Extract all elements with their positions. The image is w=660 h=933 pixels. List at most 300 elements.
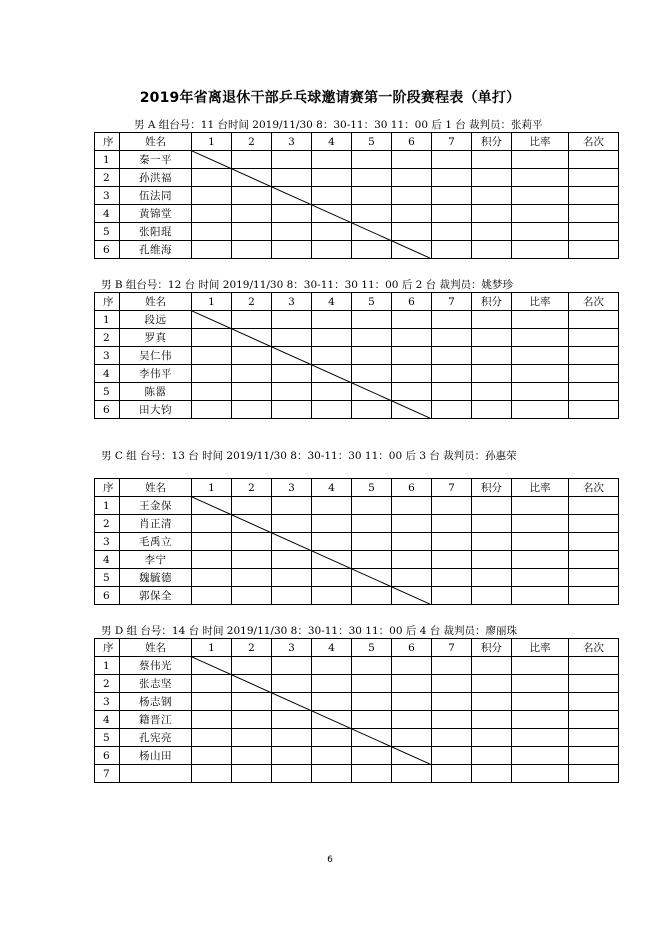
- score-cell: [232, 711, 272, 729]
- score-cell: [232, 205, 272, 223]
- table-row: [95, 241, 619, 259]
- row-number: 2: [95, 169, 120, 187]
- column-header: 1: [192, 293, 232, 311]
- score-cell: [312, 223, 352, 241]
- table-row: [95, 587, 619, 605]
- score-cell: [312, 693, 352, 711]
- score-cell: [569, 693, 619, 711]
- score-cell: [472, 383, 512, 401]
- score-cell: [192, 657, 232, 675]
- column-header: 姓名: [120, 479, 192, 497]
- score-cell: [192, 151, 232, 169]
- score-cell: [192, 497, 232, 515]
- score-cell: [432, 401, 472, 419]
- score-cell: [272, 515, 312, 533]
- column-header: 比率: [512, 293, 569, 311]
- score-cell: [352, 347, 392, 365]
- score-cell: [432, 533, 472, 551]
- score-cell: [512, 241, 569, 259]
- column-header: 2: [232, 639, 272, 657]
- score-cell: [472, 587, 512, 605]
- player-name: 杨志钢: [120, 693, 192, 711]
- score-cell: [432, 569, 472, 587]
- column-header: 名次: [569, 293, 619, 311]
- column-header: 名次: [569, 479, 619, 497]
- score-cell: [472, 347, 512, 365]
- score-cell: [472, 151, 512, 169]
- score-cell: [312, 169, 352, 187]
- score-cell: [232, 401, 272, 419]
- score-cell: [232, 347, 272, 365]
- score-cell: [392, 569, 432, 587]
- column-header: 积分: [472, 639, 512, 657]
- column-header: 6: [392, 293, 432, 311]
- row-number: 5: [95, 223, 120, 241]
- table-row: [95, 205, 619, 223]
- score-cell: [272, 311, 312, 329]
- column-header: 3: [272, 293, 312, 311]
- score-cell: [512, 169, 569, 187]
- group-c-header: 男 C 组 台号：13 台 时间 2019/11/30 8：30-11：30 11：00 后 3 台 裁判员：孙惠荣: [101, 450, 517, 462]
- score-cell: [392, 747, 432, 765]
- score-cell: [512, 329, 569, 347]
- score-cell: [272, 365, 312, 383]
- score-cell: [192, 169, 232, 187]
- score-cell: [392, 657, 432, 675]
- score-cell: [272, 657, 312, 675]
- score-cell: [569, 711, 619, 729]
- score-cell: [569, 657, 619, 675]
- score-cell: [432, 187, 472, 205]
- score-cell: [569, 205, 619, 223]
- score-cell: [432, 383, 472, 401]
- score-cell: [232, 693, 272, 711]
- score-cell: [569, 551, 619, 569]
- row-number: 1: [95, 497, 120, 515]
- score-cell: [472, 711, 512, 729]
- score-cell: [192, 311, 232, 329]
- table-row: [95, 401, 619, 419]
- score-cell: [192, 401, 232, 419]
- column-header: 6: [392, 639, 432, 657]
- score-cell: [432, 587, 472, 605]
- table-row: [95, 675, 619, 693]
- table-row: [95, 187, 619, 205]
- score-cell: [512, 187, 569, 205]
- score-cell: [192, 223, 232, 241]
- score-cell: [232, 587, 272, 605]
- score-cell: [352, 515, 392, 533]
- score-cell: [472, 747, 512, 765]
- score-cell: [472, 223, 512, 241]
- score-cell: [569, 747, 619, 765]
- player-name: 王金保: [120, 497, 192, 515]
- score-cell: [472, 675, 512, 693]
- player-name: 蔡伟光: [120, 657, 192, 675]
- column-header: 7: [432, 293, 472, 311]
- column-header: 6: [392, 479, 432, 497]
- score-cell: [472, 515, 512, 533]
- table-row: [95, 151, 619, 169]
- score-cell: [512, 533, 569, 551]
- score-cell: [432, 711, 472, 729]
- score-cell: [312, 711, 352, 729]
- score-cell: [569, 187, 619, 205]
- group-a-table: [94, 132, 619, 259]
- column-header: 积分: [472, 133, 512, 151]
- score-cell: [232, 223, 272, 241]
- page-title: 2019年省离退休干部乒乓球邀请赛第一阶段赛程表（单打）: [139, 90, 521, 106]
- score-cell: [569, 569, 619, 587]
- score-cell: [352, 205, 392, 223]
- score-cell: [352, 675, 392, 693]
- score-cell: [352, 533, 392, 551]
- score-cell: [192, 569, 232, 587]
- score-cell: [392, 205, 432, 223]
- player-name: 孔维海: [120, 241, 192, 259]
- column-header: 7: [432, 133, 472, 151]
- score-cell: [432, 765, 472, 783]
- score-cell: [312, 365, 352, 383]
- score-cell: [272, 347, 312, 365]
- column-header: 序: [95, 133, 120, 151]
- row-number: 1: [95, 311, 120, 329]
- score-cell: [432, 205, 472, 223]
- score-cell: [352, 187, 392, 205]
- score-cell: [392, 533, 432, 551]
- score-cell: [512, 365, 569, 383]
- column-header: 比率: [512, 639, 569, 657]
- table-row: [95, 657, 619, 675]
- score-cell: [569, 347, 619, 365]
- score-cell: [232, 365, 272, 383]
- score-cell: [512, 401, 569, 419]
- score-cell: [232, 533, 272, 551]
- column-header: 3: [272, 639, 312, 657]
- score-cell: [432, 747, 472, 765]
- table-row: [95, 729, 619, 747]
- score-cell: [472, 365, 512, 383]
- score-cell: [312, 675, 352, 693]
- score-cell: [312, 569, 352, 587]
- score-cell: [432, 151, 472, 169]
- score-cell: [392, 401, 432, 419]
- score-cell: [472, 329, 512, 347]
- row-number: 5: [95, 569, 120, 587]
- score-cell: [272, 169, 312, 187]
- score-cell: [312, 657, 352, 675]
- score-cell: [312, 587, 352, 605]
- score-cell: [392, 311, 432, 329]
- score-cell: [312, 533, 352, 551]
- score-cell: [392, 365, 432, 383]
- score-cell: [232, 497, 272, 515]
- score-cell: [472, 311, 512, 329]
- table-row: [95, 383, 619, 401]
- row-number: 1: [95, 151, 120, 169]
- player-name: 李伟平: [120, 365, 192, 383]
- score-cell: [432, 223, 472, 241]
- score-cell: [392, 765, 432, 783]
- score-cell: [512, 497, 569, 515]
- player-name: 吴仁伟: [120, 347, 192, 365]
- column-header: 姓名: [120, 133, 192, 151]
- score-cell: [512, 311, 569, 329]
- player-name: 田大钧: [120, 401, 192, 419]
- column-header: 5: [352, 133, 392, 151]
- score-cell: [352, 311, 392, 329]
- player-name: 秦一平: [120, 151, 192, 169]
- score-cell: [232, 515, 272, 533]
- score-cell: [432, 729, 472, 747]
- group-d-header: 男 D 组 台号：14 台 时间 2019/11/30 8：30-11：30 11：00 后 4 台 裁判员：廖丽珠: [101, 625, 518, 637]
- score-cell: [312, 515, 352, 533]
- row-number: 6: [95, 241, 120, 259]
- score-cell: [192, 383, 232, 401]
- score-cell: [312, 187, 352, 205]
- score-cell: [512, 383, 569, 401]
- score-cell: [432, 551, 472, 569]
- column-header: 3: [272, 479, 312, 497]
- table-row: [95, 693, 619, 711]
- score-cell: [392, 329, 432, 347]
- score-cell: [272, 497, 312, 515]
- score-cell: [512, 693, 569, 711]
- column-header: 2: [232, 293, 272, 311]
- score-cell: [512, 711, 569, 729]
- score-cell: [569, 311, 619, 329]
- score-cell: [232, 747, 272, 765]
- score-cell: [312, 383, 352, 401]
- score-cell: [352, 765, 392, 783]
- score-cell: [512, 347, 569, 365]
- score-cell: [432, 675, 472, 693]
- score-cell: [192, 587, 232, 605]
- score-cell: [232, 187, 272, 205]
- column-header: 5: [352, 293, 392, 311]
- column-header: 4: [312, 479, 352, 497]
- player-name: 张志坚: [120, 675, 192, 693]
- score-cell: [512, 515, 569, 533]
- score-cell: [512, 729, 569, 747]
- score-cell: [569, 515, 619, 533]
- score-cell: [569, 533, 619, 551]
- row-number: 4: [95, 711, 120, 729]
- score-cell: [232, 675, 272, 693]
- header-row: [95, 639, 619, 657]
- score-cell: [392, 383, 432, 401]
- score-cell: [272, 729, 312, 747]
- score-cell: [432, 347, 472, 365]
- score-cell: [352, 693, 392, 711]
- score-cell: [472, 497, 512, 515]
- player-name: 毛禹立: [120, 533, 192, 551]
- column-header: 积分: [472, 293, 512, 311]
- score-cell: [232, 657, 272, 675]
- score-cell: [392, 241, 432, 259]
- column-header: 5: [352, 479, 392, 497]
- score-cell: [512, 587, 569, 605]
- table-row: [95, 569, 619, 587]
- score-cell: [472, 401, 512, 419]
- row-number: 3: [95, 187, 120, 205]
- score-cell: [192, 187, 232, 205]
- score-cell: [272, 241, 312, 259]
- column-header: 名次: [569, 639, 619, 657]
- score-cell: [569, 151, 619, 169]
- score-cell: [569, 169, 619, 187]
- player-name: 李宁: [120, 551, 192, 569]
- score-cell: [432, 365, 472, 383]
- table-row: [95, 497, 619, 515]
- table-row: [95, 329, 619, 347]
- column-header: 1: [192, 133, 232, 151]
- score-cell: [272, 383, 312, 401]
- score-cell: [569, 223, 619, 241]
- row-number: 2: [95, 515, 120, 533]
- score-cell: [192, 329, 232, 347]
- score-cell: [569, 329, 619, 347]
- score-cell: [392, 187, 432, 205]
- table-row: [95, 711, 619, 729]
- score-cell: [512, 551, 569, 569]
- score-cell: [472, 241, 512, 259]
- player-name: 段远: [120, 311, 192, 329]
- score-cell: [392, 515, 432, 533]
- score-cell: [392, 223, 432, 241]
- score-cell: [192, 533, 232, 551]
- row-number: 7: [95, 765, 120, 783]
- score-cell: [352, 223, 392, 241]
- score-cell: [472, 693, 512, 711]
- column-header: 4: [312, 293, 352, 311]
- row-number: 6: [95, 401, 120, 419]
- score-cell: [272, 711, 312, 729]
- player-name: 孙洪福: [120, 169, 192, 187]
- column-header: 2: [232, 479, 272, 497]
- score-cell: [192, 711, 232, 729]
- score-cell: [352, 169, 392, 187]
- score-cell: [512, 223, 569, 241]
- score-cell: [352, 401, 392, 419]
- row-number: 3: [95, 693, 120, 711]
- table-row: [95, 515, 619, 533]
- score-cell: [392, 497, 432, 515]
- score-cell: [312, 551, 352, 569]
- player-name: 张阳琨: [120, 223, 192, 241]
- column-header: 姓名: [120, 639, 192, 657]
- score-cell: [272, 223, 312, 241]
- score-cell: [312, 151, 352, 169]
- player-name: 郭保全: [120, 587, 192, 605]
- column-header: 2: [232, 133, 272, 151]
- score-cell: [392, 347, 432, 365]
- score-cell: [232, 569, 272, 587]
- score-cell: [472, 569, 512, 587]
- score-cell: [512, 151, 569, 169]
- score-cell: [472, 533, 512, 551]
- score-cell: [392, 729, 432, 747]
- score-cell: [432, 329, 472, 347]
- table-row: [95, 747, 619, 765]
- score-cell: [569, 587, 619, 605]
- score-cell: [272, 693, 312, 711]
- score-cell: [472, 765, 512, 783]
- score-cell: [569, 383, 619, 401]
- score-cell: [272, 205, 312, 223]
- score-cell: [232, 329, 272, 347]
- score-cell: [272, 569, 312, 587]
- score-cell: [192, 205, 232, 223]
- row-number: 2: [95, 675, 120, 693]
- score-cell: [392, 675, 432, 693]
- score-cell: [352, 241, 392, 259]
- column-header: 1: [192, 479, 232, 497]
- score-cell: [232, 311, 272, 329]
- score-cell: [432, 311, 472, 329]
- table-row: [95, 765, 619, 783]
- score-cell: [432, 497, 472, 515]
- score-cell: [192, 693, 232, 711]
- player-name: 肖正清: [120, 515, 192, 533]
- score-cell: [312, 401, 352, 419]
- column-header: 4: [312, 133, 352, 151]
- column-header: 序: [95, 639, 120, 657]
- row-number: 4: [95, 551, 120, 569]
- row-number: 2: [95, 329, 120, 347]
- score-cell: [312, 241, 352, 259]
- player-name: 陈嚣: [120, 383, 192, 401]
- group-a-header: 男 A 组台号：11 台时间 2019/11/30 8：30-11：30 11：00 后 1 台 裁判员：张莉平: [134, 119, 543, 131]
- score-cell: [232, 169, 272, 187]
- row-number: 6: [95, 587, 120, 605]
- column-header: 名次: [569, 133, 619, 151]
- score-cell: [392, 693, 432, 711]
- group-b-table: [94, 292, 619, 419]
- column-header: 3: [272, 133, 312, 151]
- score-cell: [352, 551, 392, 569]
- score-cell: [232, 765, 272, 783]
- score-cell: [472, 169, 512, 187]
- player-name: 魏毓德: [120, 569, 192, 587]
- score-cell: [352, 729, 392, 747]
- score-cell: [352, 151, 392, 169]
- page-number: 6: [327, 855, 333, 865]
- score-cell: [232, 551, 272, 569]
- player-name: [120, 765, 192, 783]
- score-cell: [569, 497, 619, 515]
- score-cell: [272, 533, 312, 551]
- score-cell: [392, 169, 432, 187]
- column-header: 积分: [472, 479, 512, 497]
- score-cell: [432, 657, 472, 675]
- score-cell: [392, 151, 432, 169]
- column-header: 序: [95, 293, 120, 311]
- table-row: [95, 169, 619, 187]
- score-cell: [432, 241, 472, 259]
- score-cell: [272, 747, 312, 765]
- score-cell: [272, 765, 312, 783]
- score-cell: [392, 711, 432, 729]
- score-cell: [352, 365, 392, 383]
- score-cell: [352, 587, 392, 605]
- column-header: 6: [392, 133, 432, 151]
- score-cell: [352, 711, 392, 729]
- row-number: 3: [95, 533, 120, 551]
- score-cell: [569, 729, 619, 747]
- score-cell: [312, 311, 352, 329]
- score-cell: [352, 657, 392, 675]
